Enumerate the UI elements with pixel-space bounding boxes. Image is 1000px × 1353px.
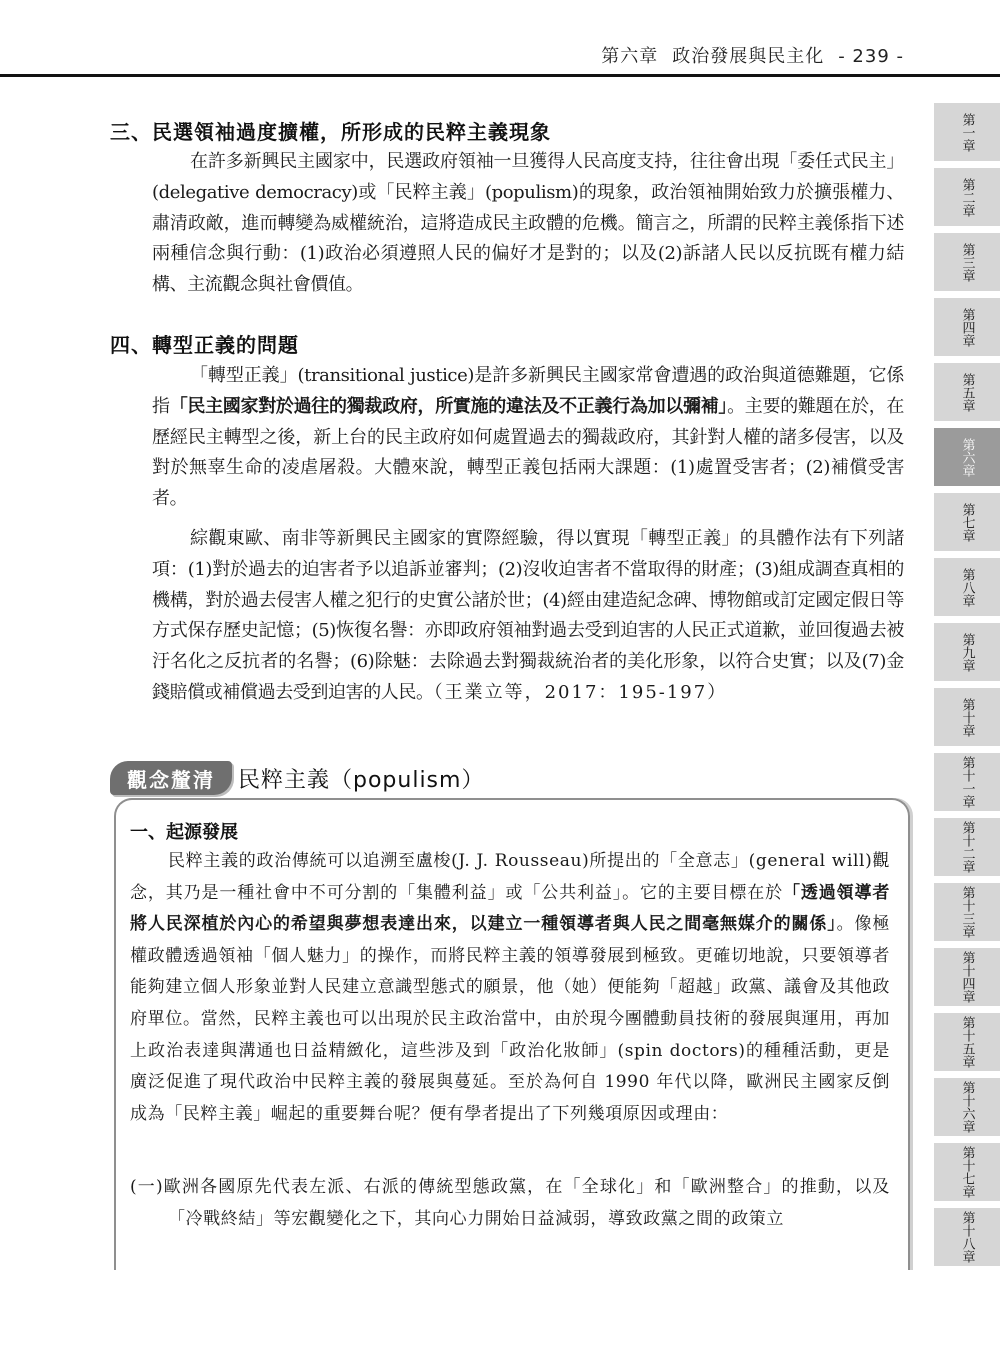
chapter-tab[interactable] — [934, 168, 1000, 226]
chapter-tab-label: 第十一章 — [959, 756, 975, 808]
concept-heading: 一、起源發展 — [130, 822, 238, 843]
chapter-tab-label: 第十四章 — [959, 951, 975, 1003]
chapter-tab-label: 第三章 — [959, 242, 975, 282]
chapter-tab-label: 第一章 — [959, 112, 975, 152]
chapter-tab[interactable] — [934, 1013, 1000, 1071]
chapter-tab-label: 第五章 — [959, 372, 975, 412]
running-header — [601, 42, 904, 68]
section4-p2-text: 綜觀東歐、南非等新興民主國家的實際經驗，得以實現「轉型正義」的具體作法有下列諸項：(1)對於過去的迫害者予以追訴並審判；(2)沒收迫害者不當取得的財產；(3)組成調查真相的機構，對於過去侵害人權之犯行的史實公諸於世；(4)經由建造紀念碑、博物館或訂定國定假日等方式保存歷史記憶；(5)恢復名譽：亦即政府領袖對過去受到迫害的人民正式道歉，並回復過去被汙名化之反抗者的名譽；(6)除魅：去除過去對獨裁統治者的美化形象，以符合史實；以及(7)金錢賠償或補償過去受到迫害的人民。 — [152, 528, 904, 703]
concept-p-text-after: 。像極權政體透過領袖「個人魅力」的操作，而將民粹主義的領導發展到極致。更確切地說，只要領導者能夠建立個人形象並對人民建立意識型態式的願景，他（她）便能夠「超越」政黨、議會及其他政府單位。當然，民粹主義也可以出現於民主政治當中，由於現今團體動員技術的發展與運用，再加上政治表達與溝通也日益精緻化，這些涉及到「政治化妝師」(spin doctors)的種種活動，更是廣泛促進了現代政治中民粹主義的發展與蔓延。至於為何自 1990 年代以降，歐洲民主國家反倒成為「民粹主義」崛起的重要舞台呢？便有學者提出了下列幾項原因或理由： — [130, 914, 890, 1124]
chapter-tab-label: 第九章 — [959, 632, 975, 672]
page-number: - 239 - — [838, 46, 904, 67]
chapter-tab[interactable] — [934, 753, 1000, 811]
chapter-tab[interactable] — [934, 1143, 1000, 1201]
section4-paragraph-2 — [152, 524, 904, 709]
header-rule — [0, 74, 1000, 77]
chapter-tab-label: 第十二章 — [959, 821, 975, 873]
section3-paragraph: 在許多新興民主國家中，民選政府領袖一旦獲得人民高度支持，往往會出現「委任式民主」(delegative democracy)或「民粹主義」(populism)的現象，政治領袖開始致力於擴張權力、肅清政敵，進而轉變為威權統治，這將造成民主政體的危機。簡言之，所謂的民粹主義係指下述兩種信念與行動：(1)政治必須遵照人民的偏好才是對的；以及(2)訴諸人民以反抗既有權力結構、主流觀念與社會價值。 — [152, 151, 904, 296]
chapter-tab[interactable] — [934, 818, 1000, 876]
section-heading-3: 三、民選領袖過度擴權，所形成的民粹主義現象 — [110, 120, 551, 144]
chapter-tab-label: 第四章 — [959, 307, 975, 347]
chapter-tab[interactable] — [934, 428, 1000, 486]
section-heading-4: 四、轉型正義的問題 — [110, 333, 299, 357]
section4-paragraph-1 — [152, 361, 904, 515]
chapter-tab-label: 第六章 — [959, 437, 975, 477]
chapter-tab-label: 第七章 — [959, 502, 975, 542]
chapter-tab-label: 第八章 — [959, 567, 975, 607]
chapter-tab[interactable] — [934, 883, 1000, 941]
chapter-tab[interactable] — [934, 688, 1000, 746]
chapter-tab[interactable] — [934, 948, 1000, 1006]
chapter-tab[interactable] — [934, 298, 1000, 356]
chapter-tab[interactable] — [934, 103, 1000, 161]
header-chapter: 第六章 — [601, 46, 659, 67]
chapter-tab[interactable] — [934, 1208, 1000, 1266]
chapter-tab-label: 第十六章 — [959, 1081, 975, 1133]
section4-p1-emphasis: 「民主國家對於過往的獨裁政府，所實施的違法及不正義行為加以彌補」 — [169, 395, 728, 417]
chapter-tab-label: 第十三章 — [959, 886, 975, 938]
chapter-tab-label: 第十章 — [959, 697, 975, 737]
chapter-tab[interactable] — [934, 1078, 1000, 1136]
section4-p1-text: 「轉型正義」(transitional justice)是許多新興民主國家常會遭遇的政治與道德難題，它係指 — [152, 365, 904, 417]
chapter-tabs — [934, 103, 1000, 1273]
section4-p1-text-after: 。主要的難題在於，在歷經民主轉型之後，新上台的民主政府如何處置過去的獨裁政府，其針對人權的諸多侵害，以及對於無辜生命的凌虐屠殺。大體來說，轉型正義包括兩大課題：(1)處置受害者；(2)補償受害者。 — [152, 395, 904, 510]
concept-list-item-1: (一)歐洲各國原先代表左派、右派的傳統型態政黨，在「全球化」和「歐洲整合」的推動，以及「冷戰終結」等宏觀變化之下，其向心力開始日益減弱，導致政黨之間的政策立 — [130, 1177, 890, 1229]
concept-label-badge: 觀念釐清 — [110, 761, 232, 795]
chapter-tab-label: 第十七章 — [959, 1146, 975, 1198]
section4-citation: （王業立等，2017：195-197） — [433, 681, 728, 703]
chapter-tab[interactable] — [934, 363, 1000, 421]
chapter-tab[interactable] — [934, 233, 1000, 291]
chapter-tab[interactable] — [934, 623, 1000, 681]
concept-paragraph — [130, 846, 890, 1130]
concept-p-emphasis: 「透過領導者將人民深植於內心的希望與夢想表達出來，以建立一種領導者與人民之間毫無媒介的關係」 — [130, 882, 890, 935]
chapter-tab[interactable] — [934, 558, 1000, 616]
chapter-tab-label: 第二章 — [959, 177, 975, 217]
chapter-tab-label: 第十五章 — [959, 1016, 975, 1068]
concept-title: 民粹主義（populism） — [238, 768, 485, 793]
header-chapter-title: 政治發展與民主化 — [672, 46, 825, 67]
chapter-tab[interactable] — [934, 493, 1000, 551]
concept-p-text: 民粹主義的政治傳統可以追溯至盧梭(J. J. Rousseau)所提出的「全意志」(general will)觀念，其乃是一種社會中不可分割的「集體利益」或「公共利益」。它的主要目標在於 — [130, 851, 890, 903]
chapter-tab-label: 第十八章 — [959, 1211, 975, 1263]
